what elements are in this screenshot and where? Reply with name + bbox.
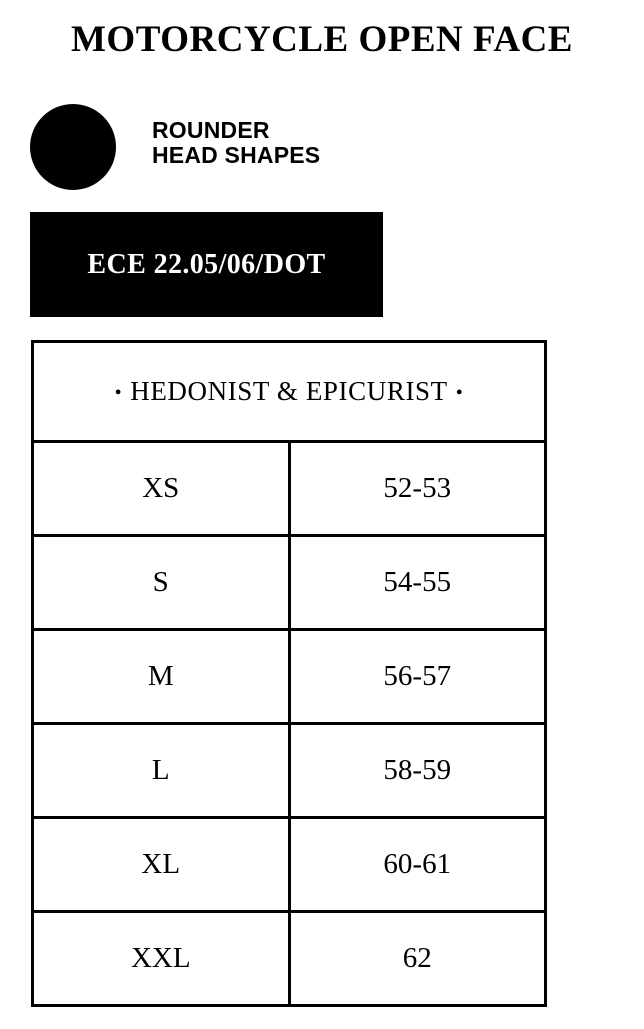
bullet-right-icon: •	[455, 382, 464, 405]
size-value: XL	[33, 818, 290, 912]
head-shape-line-2: HEAD SHAPES	[152, 142, 321, 168]
table-header-row	[33, 342, 546, 442]
size-value: XS	[33, 442, 290, 536]
cm-value: 54-55	[289, 536, 546, 630]
cm-value: 52-53	[289, 442, 546, 536]
table-header-label: HEDONIST & EPICURIST	[130, 376, 448, 406]
size-value: S	[33, 536, 290, 630]
size-value: M	[33, 630, 290, 724]
table-row	[33, 912, 546, 1006]
table-header-cell	[33, 342, 546, 442]
head-shape-label	[152, 118, 320, 168]
table-row	[33, 442, 546, 536]
table-row	[33, 536, 546, 630]
cm-value: 60-61	[289, 818, 546, 912]
certification-badge	[30, 212, 383, 317]
size-value: XXL	[33, 912, 290, 1006]
cm-value: 62	[289, 912, 546, 1006]
head-shape-row	[30, 104, 590, 190]
head-shape-line-1: ROUNDER	[152, 117, 270, 143]
table-row	[33, 818, 546, 912]
certification-label: ECE 22.05/06/DOT	[87, 248, 326, 280]
bullet-left-icon: •	[114, 382, 123, 405]
page-title: MOTORCYCLE OPEN FACE	[71, 19, 573, 60]
cm-value: 56-57	[289, 630, 546, 724]
table-row	[33, 724, 546, 818]
size-table	[31, 340, 547, 1007]
size-value: L	[33, 724, 290, 818]
filled-circle-icon	[30, 104, 116, 190]
cm-value: 58-59	[289, 724, 546, 818]
table-row	[33, 630, 546, 724]
